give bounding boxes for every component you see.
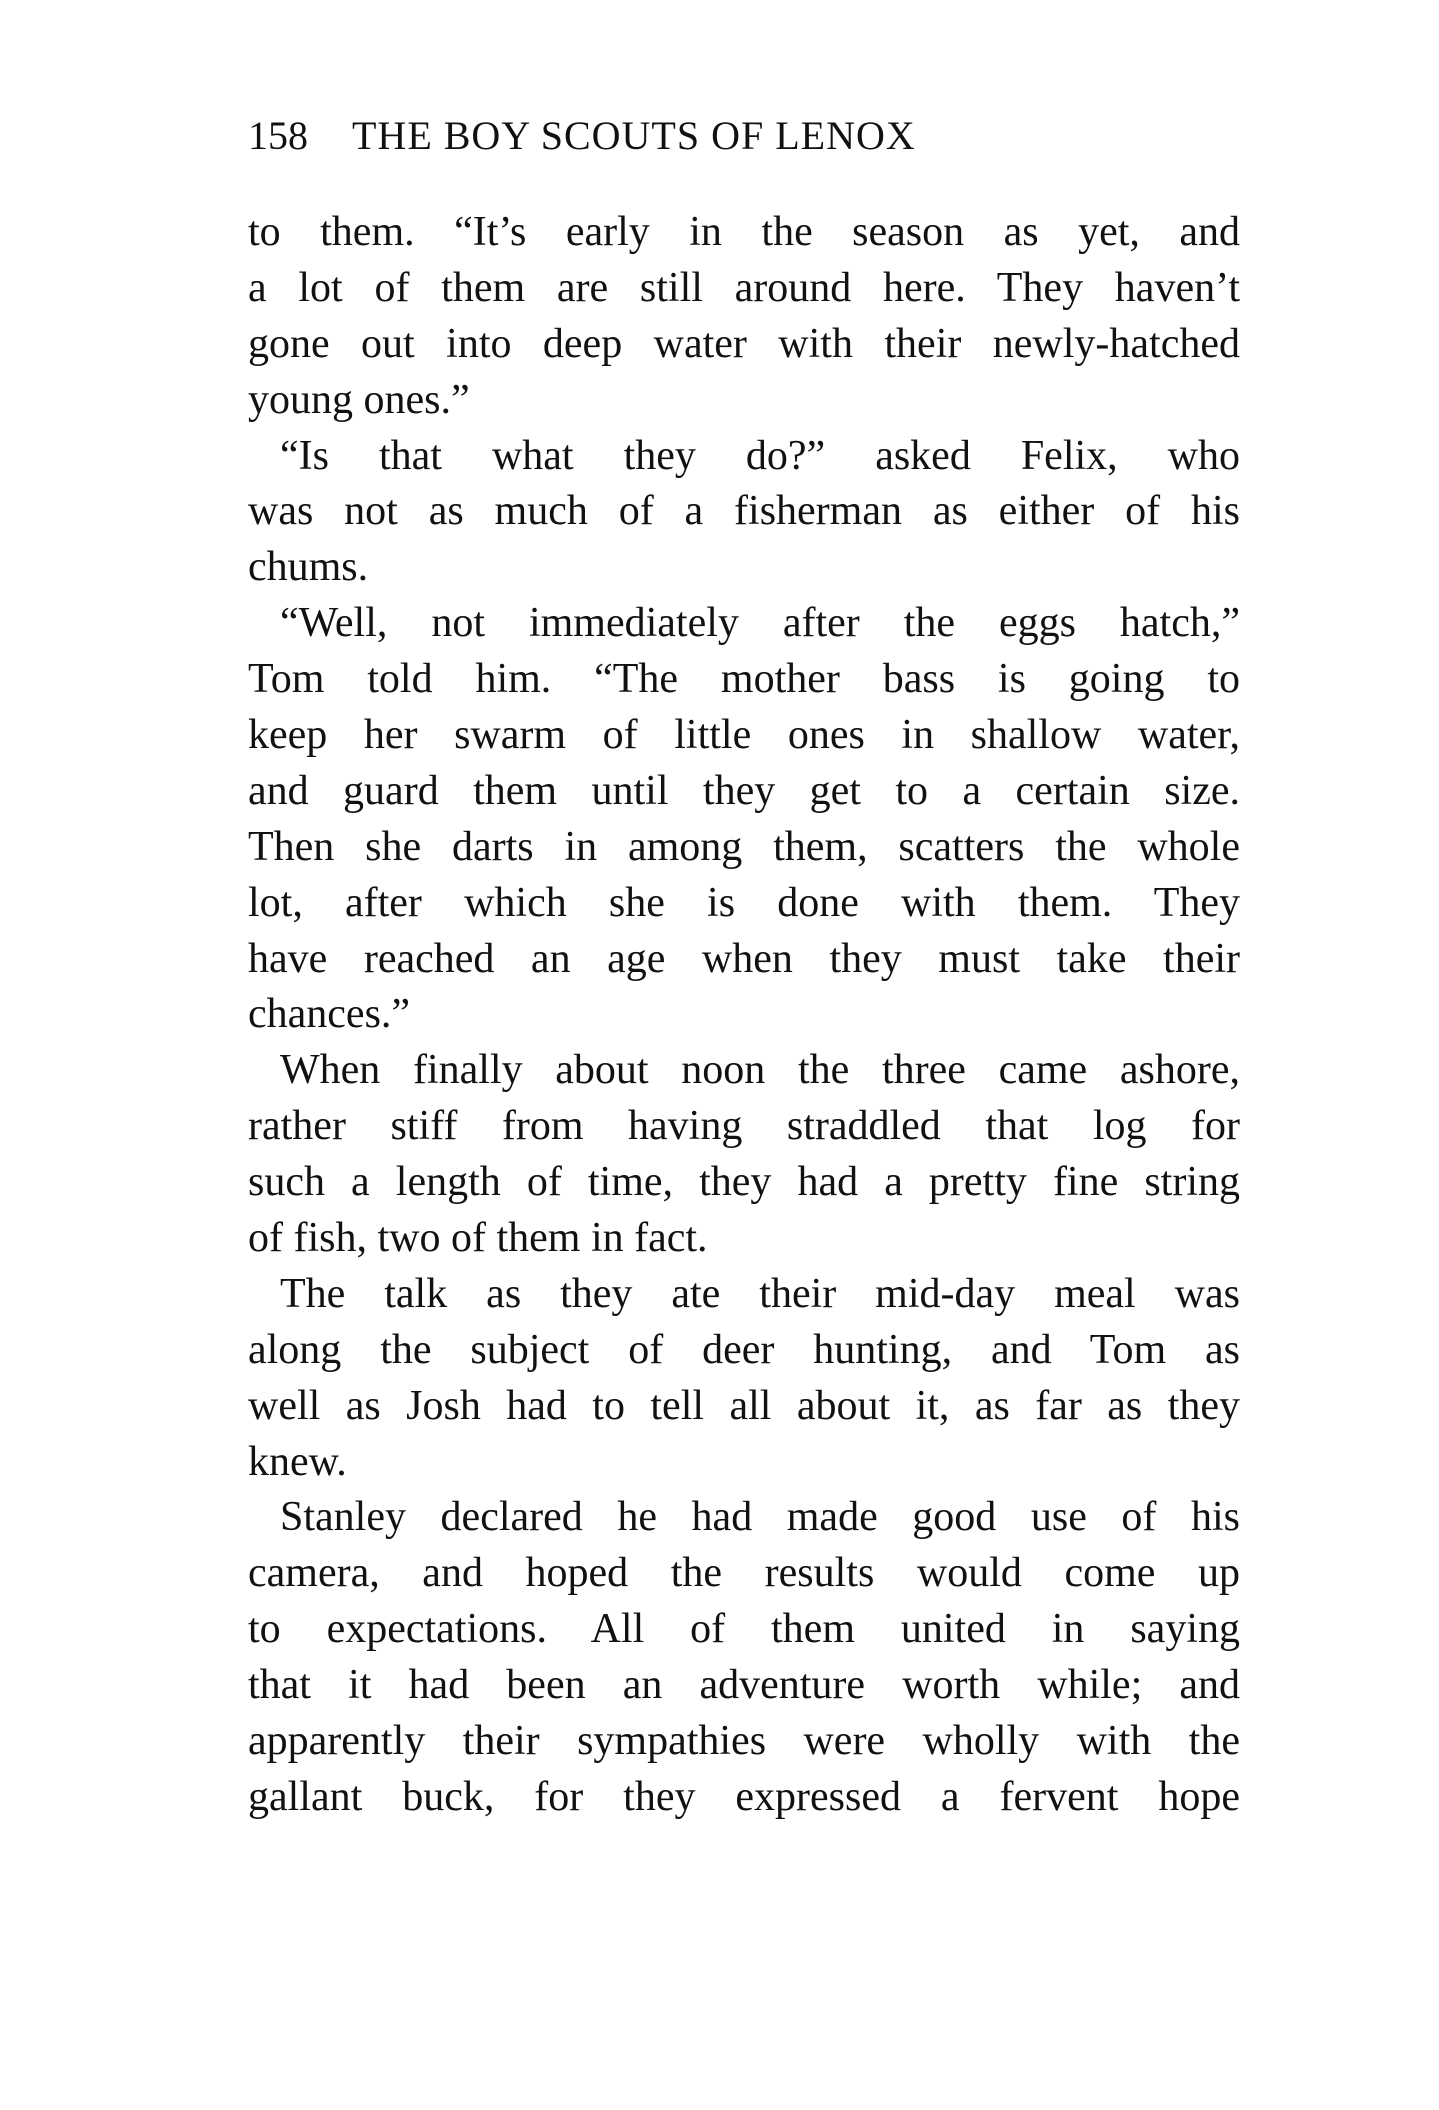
- text-line: When finally about noon the three came ashore,: [280, 1047, 1240, 1094]
- running-header: [248, 112, 1128, 159]
- text-line: “Is that what they do?” asked Felix, who: [280, 432, 1240, 479]
- text-line: Stanley declared he had made good use of his: [280, 1494, 1240, 1541]
- text-line: and guard them until they get to a certain size.: [248, 767, 1240, 814]
- page-body-text: [248, 205, 1240, 1826]
- text-line: of fish, two of them in fact.: [248, 1215, 708, 1262]
- text-line: that it had been an adventure worth while; and: [248, 1662, 1240, 1709]
- text-line: to them. “It’s early in the season as yet, and: [248, 209, 1240, 255]
- running-title: THE BOY SCOUTS OF LENOX: [352, 113, 916, 158]
- text-line: along the subject of deer hunting, and Tom as: [248, 1326, 1240, 1373]
- text-line: rather stiff from having straddled that log for: [248, 1103, 1240, 1150]
- text-line: knew.: [248, 1438, 347, 1485]
- text-line: chances.”: [248, 991, 411, 1038]
- text-line: Then she darts in among them, scatters the whole: [248, 823, 1240, 870]
- text-line: gone out into deep water with their newly-hatched: [248, 320, 1240, 367]
- text-line: a lot of them are still around here. They haven’t: [248, 264, 1240, 311]
- text-line: chums.: [248, 544, 369, 591]
- text-line: young ones.”: [248, 376, 470, 423]
- text-line: lot, after which she is done with them. They: [248, 879, 1240, 926]
- text-line: well as Josh had to tell all about it, as far as they: [248, 1382, 1240, 1429]
- text-line: apparently their sympathies were wholly with the: [248, 1718, 1240, 1765]
- text-line: The talk as they ate their mid-day meal was: [280, 1270, 1240, 1317]
- text-line: have reached an age when they must take their: [248, 935, 1240, 982]
- text-line: such a length of time, they had a pretty fine string: [248, 1159, 1240, 1206]
- text-line: Tom told him. “The mother bass is going to: [248, 656, 1240, 703]
- text-line: “Well, not immediately after the eggs hatch,”: [280, 600, 1240, 647]
- text-line: gallant buck, for they expressed a fervent hope: [248, 1773, 1240, 1820]
- text-line: keep her swarm of little ones in shallow water,: [248, 712, 1240, 759]
- page-number: 158: [248, 113, 308, 158]
- text-line: camera, and hoped the results would come up: [248, 1550, 1240, 1597]
- text-line: to expectations. All of them united in saying: [248, 1606, 1240, 1653]
- text-line: was not as much of a fisherman as either of his: [248, 488, 1240, 535]
